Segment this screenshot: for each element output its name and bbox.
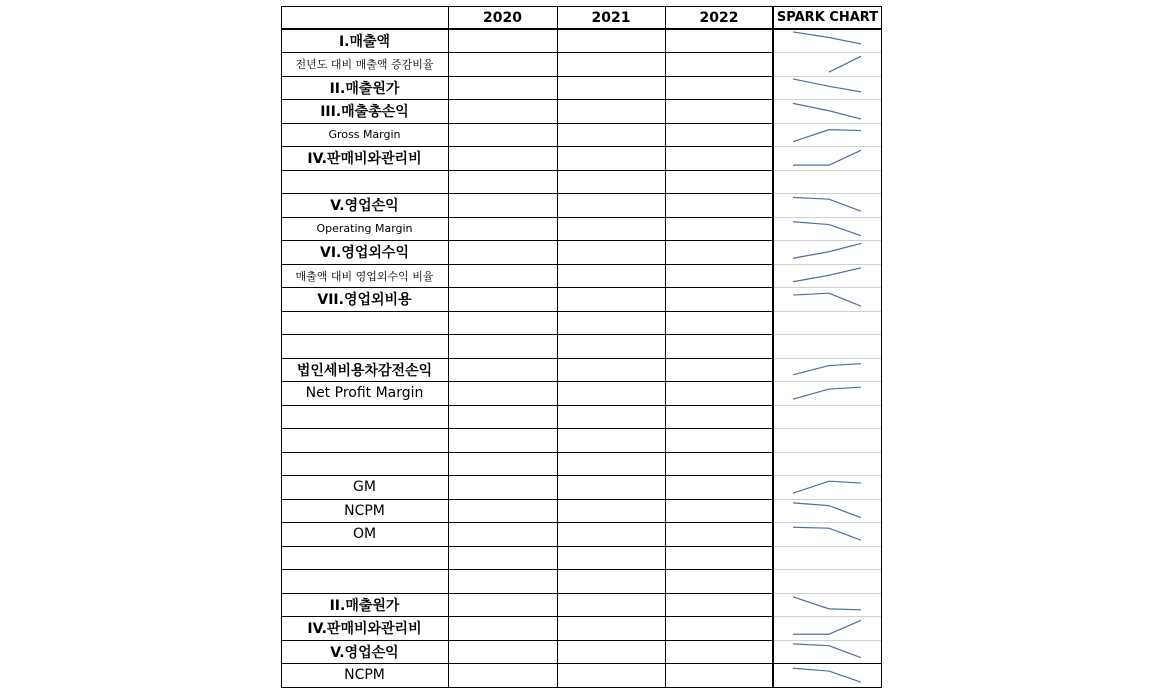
row-label[interactable]: Gross Margin [328, 128, 401, 142]
sparkline-segment [829, 37, 861, 43]
sparkline-segment [793, 275, 829, 281]
row-label[interactable]: I.매출액 [338, 33, 391, 50]
grid-row-line [773, 240, 882, 241]
sparkline-segment [793, 389, 829, 399]
grid-row-line [281, 522, 773, 523]
sparkline-segment [829, 268, 861, 275]
header-spark-chart[interactable]: SPARK CHART [776, 10, 879, 25]
grid-col-line [665, 6, 666, 688]
grid-row-line [773, 546, 882, 547]
row-label[interactable]: III.매출총손익 [320, 104, 409, 121]
sparkline-segment [829, 671, 861, 682]
row-label[interactable]: V.영업손익 [330, 198, 399, 215]
grid-row-line [773, 193, 882, 194]
sparkline-segment [793, 293, 829, 295]
grid-row-line [281, 405, 773, 406]
grid-row-line [773, 123, 882, 124]
grid-row-line [773, 146, 882, 147]
grid-row-line [773, 217, 882, 218]
grid-row-line [773, 593, 882, 594]
sparkline-segment [793, 103, 829, 110]
grid-row-line [281, 546, 773, 547]
grid-row-line [773, 264, 882, 265]
grid-col-line [772, 6, 774, 688]
grid-row-line [281, 593, 773, 594]
sparkline-segment [793, 668, 829, 671]
sparkline-segment [829, 620, 861, 634]
grid-row-line [773, 405, 882, 406]
grid-row-line [773, 99, 882, 100]
grid-row-line [773, 287, 882, 288]
sparkline-segment [829, 609, 861, 610]
grid-row-line [281, 475, 773, 476]
row-label[interactable]: 법인세비용차감전손익 [296, 362, 433, 379]
row-label[interactable]: V.영업손익 [330, 644, 399, 661]
grid-row-line [281, 499, 773, 500]
grid-row-line [281, 428, 773, 429]
sparkline-segment [829, 225, 861, 236]
sparkline-segment [829, 56, 861, 72]
sparkline-segment [829, 86, 861, 92]
row-label[interactable]: II.매출원가 [329, 80, 400, 97]
grid-row-line [773, 616, 882, 617]
sparkline-segment [829, 387, 861, 389]
grid-row-line [773, 475, 882, 476]
grid-row-line [281, 311, 773, 312]
grid-row-line [773, 499, 882, 500]
grid-row-line [773, 311, 882, 312]
sparkline-segment [829, 364, 861, 366]
grid-col-line [448, 6, 449, 688]
sparkline-segment [829, 150, 861, 165]
grid-row-line [281, 240, 773, 241]
grid-row-line [773, 334, 882, 335]
sparkline-segment [829, 528, 861, 540]
grid-row-line [281, 663, 882, 664]
sparkline-segment [793, 366, 829, 375]
spreadsheet-table [281, 6, 882, 688]
grid-row-line [281, 123, 773, 124]
row-label[interactable]: 전년도 대비 매출액 증감비율 [295, 58, 434, 72]
sparkline-segment [793, 503, 829, 506]
sparkline-segment [793, 527, 829, 528]
grid-row-line [281, 52, 773, 53]
grid-row-line [773, 428, 882, 429]
grid-row-line [281, 616, 773, 617]
sparkline-segment [829, 111, 861, 119]
sparkline-segment [793, 481, 829, 493]
sparkline-segment [829, 243, 861, 251]
row-label[interactable]: OM [352, 526, 377, 543]
grid-row-line [281, 358, 773, 359]
sparkline-segment [793, 597, 829, 609]
grid-row-line [281, 334, 773, 335]
grid-row-line [281, 264, 773, 265]
grid-col-line [557, 6, 558, 688]
row-label[interactable]: Operating Margin [316, 222, 413, 236]
row-label[interactable]: IV.판매비와관리비 [307, 151, 422, 168]
grid-row-line [773, 522, 882, 523]
sparkline-segment [829, 481, 861, 483]
grid-row-line [281, 28, 882, 30]
row-label[interactable]: IV.판매비와관리비 [307, 621, 422, 638]
sparkline-segment [829, 293, 861, 306]
grid-row-line [281, 381, 773, 382]
sparkline-segment [793, 222, 829, 225]
header-year-2022[interactable]: 2022 [699, 9, 739, 26]
header-year-2020[interactable]: 2020 [483, 9, 522, 26]
grid-row-line [281, 640, 773, 641]
grid-row-line [773, 52, 882, 53]
sparkline-segment [793, 130, 829, 142]
sparkline-segment [793, 252, 829, 258]
sparkline-segment [829, 506, 861, 518]
row-label[interactable]: VII.영업외비용 [317, 292, 412, 309]
row-label[interactable]: NCPM [344, 502, 385, 519]
grid-row-line [281, 687, 882, 688]
row-label[interactable]: II.매출원가 [329, 597, 400, 614]
spark-chart-column [281, 6, 882, 688]
grid-row-line [281, 76, 773, 77]
row-label[interactable]: NCPM [344, 667, 385, 684]
grid-row-line [773, 170, 882, 171]
grid-row-line [281, 217, 773, 218]
grid-row-line [281, 287, 773, 288]
grid-col-line [881, 6, 882, 688]
grid-row-line [773, 76, 882, 77]
sparkline-segment [829, 646, 861, 658]
grid-row-line [281, 569, 773, 570]
grid-row-line [281, 146, 773, 147]
grid-row-line [281, 452, 773, 453]
grid-row-line [773, 452, 882, 453]
grid-row-line [773, 640, 882, 641]
sparkline-segment [793, 32, 829, 38]
row-label[interactable]: 매출액 대비 영업외수익 비율 [295, 269, 434, 283]
grid-row-line [773, 569, 882, 570]
grid-row-line [281, 170, 773, 171]
grid-row-line [773, 381, 882, 382]
grid-row-line [281, 193, 773, 194]
grid-row-line [773, 358, 882, 359]
sparkline-segment [793, 79, 829, 86]
sparkline-segment [829, 130, 861, 131]
header-year-2021[interactable]: 2021 [591, 9, 631, 26]
sparkline-segment [793, 197, 829, 199]
sparkline-segment [829, 199, 861, 211]
sparkline-segment [793, 644, 829, 646]
grid-row-line [281, 99, 773, 100]
grid-col-line [281, 6, 282, 688]
row-label[interactable]: Net Profit Margin [305, 385, 424, 402]
grid-row-line [281, 6, 882, 7]
row-label[interactable]: GM [353, 479, 376, 496]
row-label[interactable]: VI.영업외수익 [320, 245, 409, 262]
